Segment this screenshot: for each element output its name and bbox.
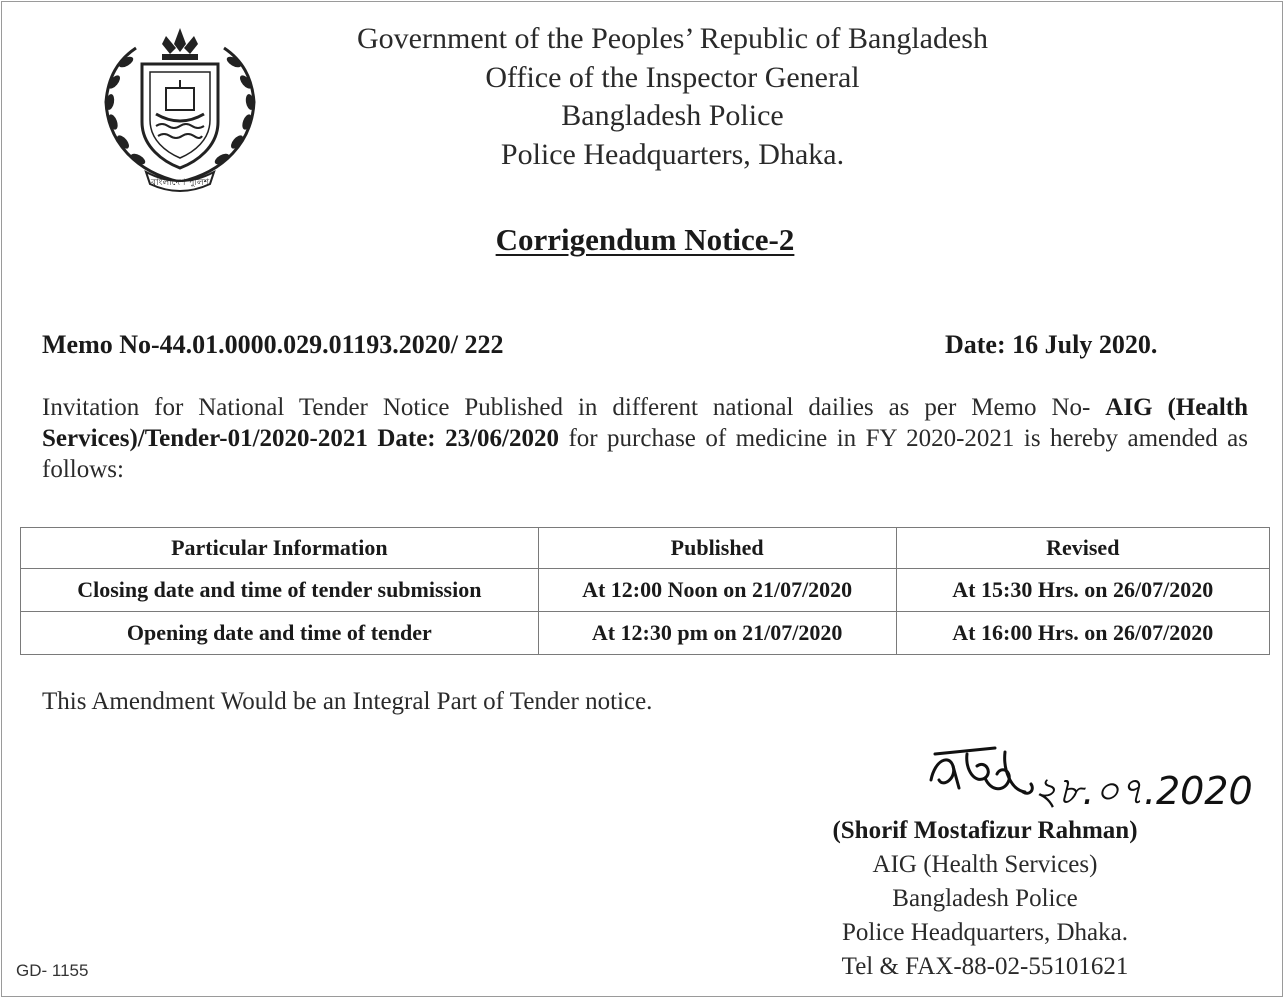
svg-text:বাংলাদেশ পুলিশ: বাংলাদেশ পুলিশ: [150, 178, 210, 188]
table-cell: At 16:00 Hrs. on 26/07/2020: [896, 612, 1269, 655]
column-header-revised: Revised: [896, 528, 1269, 569]
table-cell: At 15:30 Hrs. on 26/07/2020: [896, 569, 1269, 612]
handwritten-signature-icon: [925, 740, 1265, 822]
table-row: [21, 612, 1270, 655]
office-line: Office of the Inspector General: [485, 60, 860, 94]
signer-designation: AIG (Health Services): [872, 851, 1098, 878]
notice-date: Date: 16 July 2020.: [945, 330, 1158, 359]
police-emblem-icon: [96, 22, 264, 194]
signer-block: [790, 814, 1180, 984]
intro-paragraph: [42, 392, 1248, 485]
intro-text-1: Invitation for National Tender Notice Published in different national dailies as per Memo No-: [42, 394, 1106, 421]
table-cell: Opening date and time of tender: [21, 612, 539, 655]
column-header-published: Published: [538, 528, 896, 569]
signer-office: Police Headquarters, Dhaka.: [842, 919, 1128, 946]
table-cell: Closing date and time of tender submission: [21, 569, 539, 612]
intro-reference: AIG (Health Services)/Tender-01/2020-2021 Date: 23/06/2020: [42, 394, 1248, 452]
department-line: Bangladesh Police: [561, 99, 784, 132]
signer-name: (Shorif Mostafizur Rahman): [832, 817, 1138, 844]
signer-organization: Bangladesh Police: [892, 885, 1078, 912]
table-cell: At 12:30 pm on 21/07/2020: [538, 612, 896, 655]
memo-number: Memo No-44.01.0000.029.01193.2020/ 222: [42, 330, 504, 359]
amendment-statement: This Amendment Would be an Integral Part of Tender notice.: [42, 688, 653, 715]
amendment-table: [20, 527, 1270, 655]
table-row: [21, 569, 1270, 612]
svg-text:২৮.০৭.2020: ২৮.০৭.2020: [1033, 769, 1253, 813]
table-cell: At 12:00 Noon on 21/07/2020: [538, 569, 896, 612]
footer-code: GD- 1155: [16, 961, 89, 980]
government-line: Government of the Peoples’ Republic of Bangladesh: [357, 22, 988, 55]
address-line: Police Headquarters, Dhaka.: [500, 137, 845, 171]
office-header: [300, 20, 1045, 174]
notice-title: Corrigendum Notice-2: [495, 222, 795, 257]
signer-contact: Tel & FAX-88-02-55101621: [841, 953, 1129, 980]
table-header-row: [21, 528, 1270, 569]
column-header-particular: Particular Information: [21, 528, 539, 569]
intro-text-2: for purchase of medicine in FY 2020-2021 is hereby amended as follows:: [42, 425, 1248, 483]
